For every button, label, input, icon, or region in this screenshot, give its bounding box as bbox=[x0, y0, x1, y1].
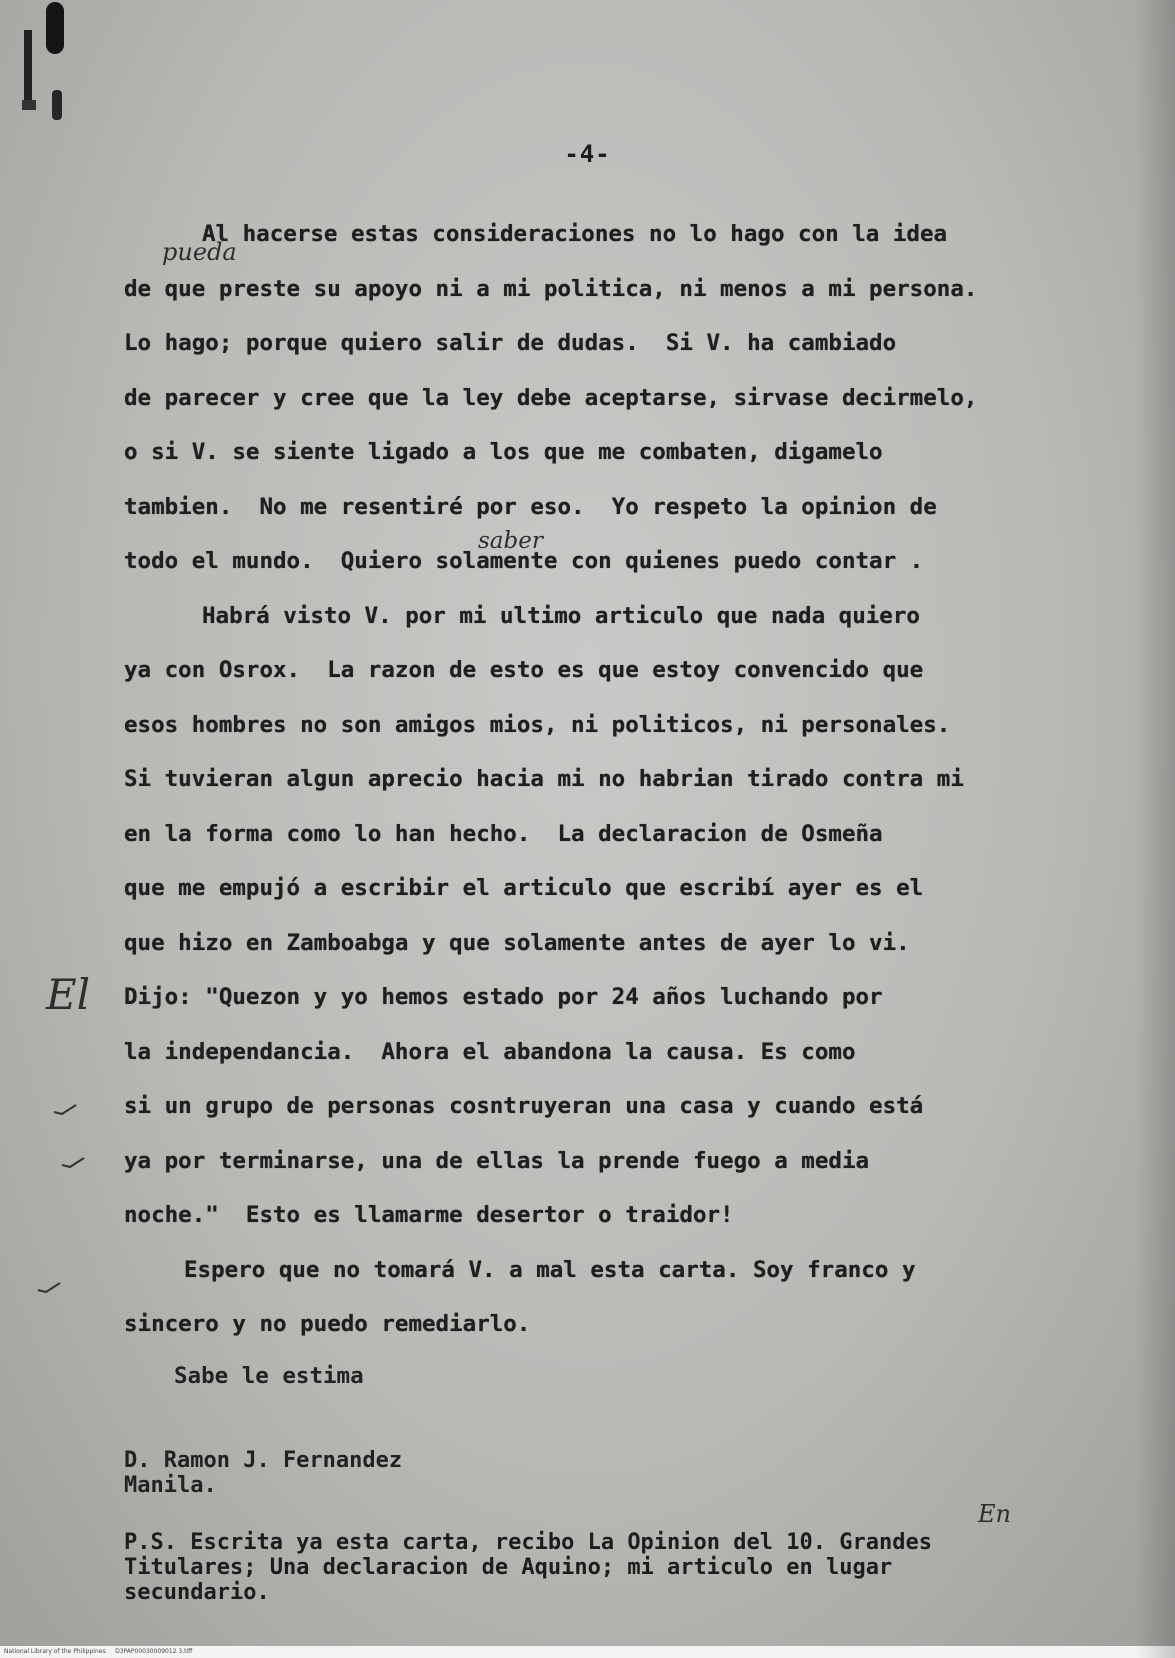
postscript bbox=[124, 1530, 1154, 1605]
body-line: si un grupo de personas cosntruyeran una casa y cuando está bbox=[124, 1093, 924, 1119]
body-line: en la forma como lo han hecho. La declaracion de Osmeña bbox=[124, 820, 883, 847]
body-line: ya con Osrox. La razon de esto es que estoy convencido que bbox=[124, 657, 924, 683]
postscript-line: P.S. Escrita ya esta carta, recibo La Opinion del 10. Grandes bbox=[124, 1530, 932, 1555]
recipient-address bbox=[124, 1448, 402, 1498]
letter-body bbox=[124, 222, 1154, 1367]
body-line: Espero que no tomará V. a mal esta carta. Soy franco y bbox=[184, 1256, 916, 1283]
handwritten-note: pueda bbox=[162, 238, 237, 266]
body-line: o si V. se siente ligado a los que me combaten, digamelo bbox=[124, 439, 883, 465]
body-line: que me empujó a escribir el articulo que escribí ayer es el bbox=[124, 875, 924, 901]
body-line: todo el mundo. Quiero solamente con quienes puedo contar . bbox=[124, 548, 924, 574]
archive-footer: National Library of the Philippines D3PAP00030009012 3.tiff bbox=[0, 1646, 1175, 1658]
body-line: sincero y no puedo remediarlo. bbox=[124, 1311, 531, 1337]
body-line: de que preste su apoyo ni a mi politica, ni menos a mi persona. bbox=[124, 275, 978, 302]
recipient-city: Manila. bbox=[124, 1473, 217, 1498]
body-line: esos hombres no son amigos mios, ni politicos, ni personales. bbox=[124, 711, 951, 738]
body-line: tambien. No me resentiré por eso. Yo respeto la opinion de bbox=[124, 493, 937, 520]
body-line: Al hacerse estas consideraciones no lo hago con la idea bbox=[202, 221, 948, 247]
binder-hole-mark bbox=[18, 0, 80, 130]
handwritten-margin-note: El bbox=[46, 970, 91, 1019]
body-line: de parecer y cree que la ley debe aceptarse, sirvase decirmelo, bbox=[124, 384, 978, 411]
body-line: que hizo en Zamboabga y que solamente antes de ayer lo vi. bbox=[124, 929, 910, 956]
margin-check-icon bbox=[60, 1155, 86, 1169]
page-number: -4- bbox=[564, 140, 611, 168]
postscript-line: secundario. bbox=[124, 1580, 270, 1605]
recipient-name: D. Ramon J. Fernandez bbox=[124, 1448, 403, 1473]
body-line: noche." Esto es llamarme desertor o traidor! bbox=[124, 1202, 734, 1228]
handwritten-note: En bbox=[978, 1500, 1011, 1528]
postscript-line: Titulares; Una declaracion de Aquino; mi articulo en lugar bbox=[124, 1555, 893, 1580]
body-line: Lo hago; porque quiero salir de dudas. Si V. ha cambiado bbox=[124, 330, 897, 356]
body-line: Habrá visto V. por mi ultimo articulo que nada quiero bbox=[202, 602, 920, 629]
handwritten-note: saber bbox=[478, 528, 543, 554]
body-line: ya por terminarse, una de ellas la prende fuego a media bbox=[124, 1147, 870, 1174]
body-line: Si tuvieran algun aprecio hacia mi no habrian tirado contra mi bbox=[124, 766, 964, 792]
margin-check-icon bbox=[36, 1280, 62, 1294]
body-line: Dijo: "Quezon y yo hemos estado por 24 años luchando por bbox=[124, 984, 883, 1010]
closing-salutation: Sabe le estima bbox=[174, 1363, 364, 1389]
margin-check-icon bbox=[52, 1102, 78, 1116]
body-line: la independancia. Ahora el abandona la causa. Es como bbox=[124, 1038, 856, 1065]
